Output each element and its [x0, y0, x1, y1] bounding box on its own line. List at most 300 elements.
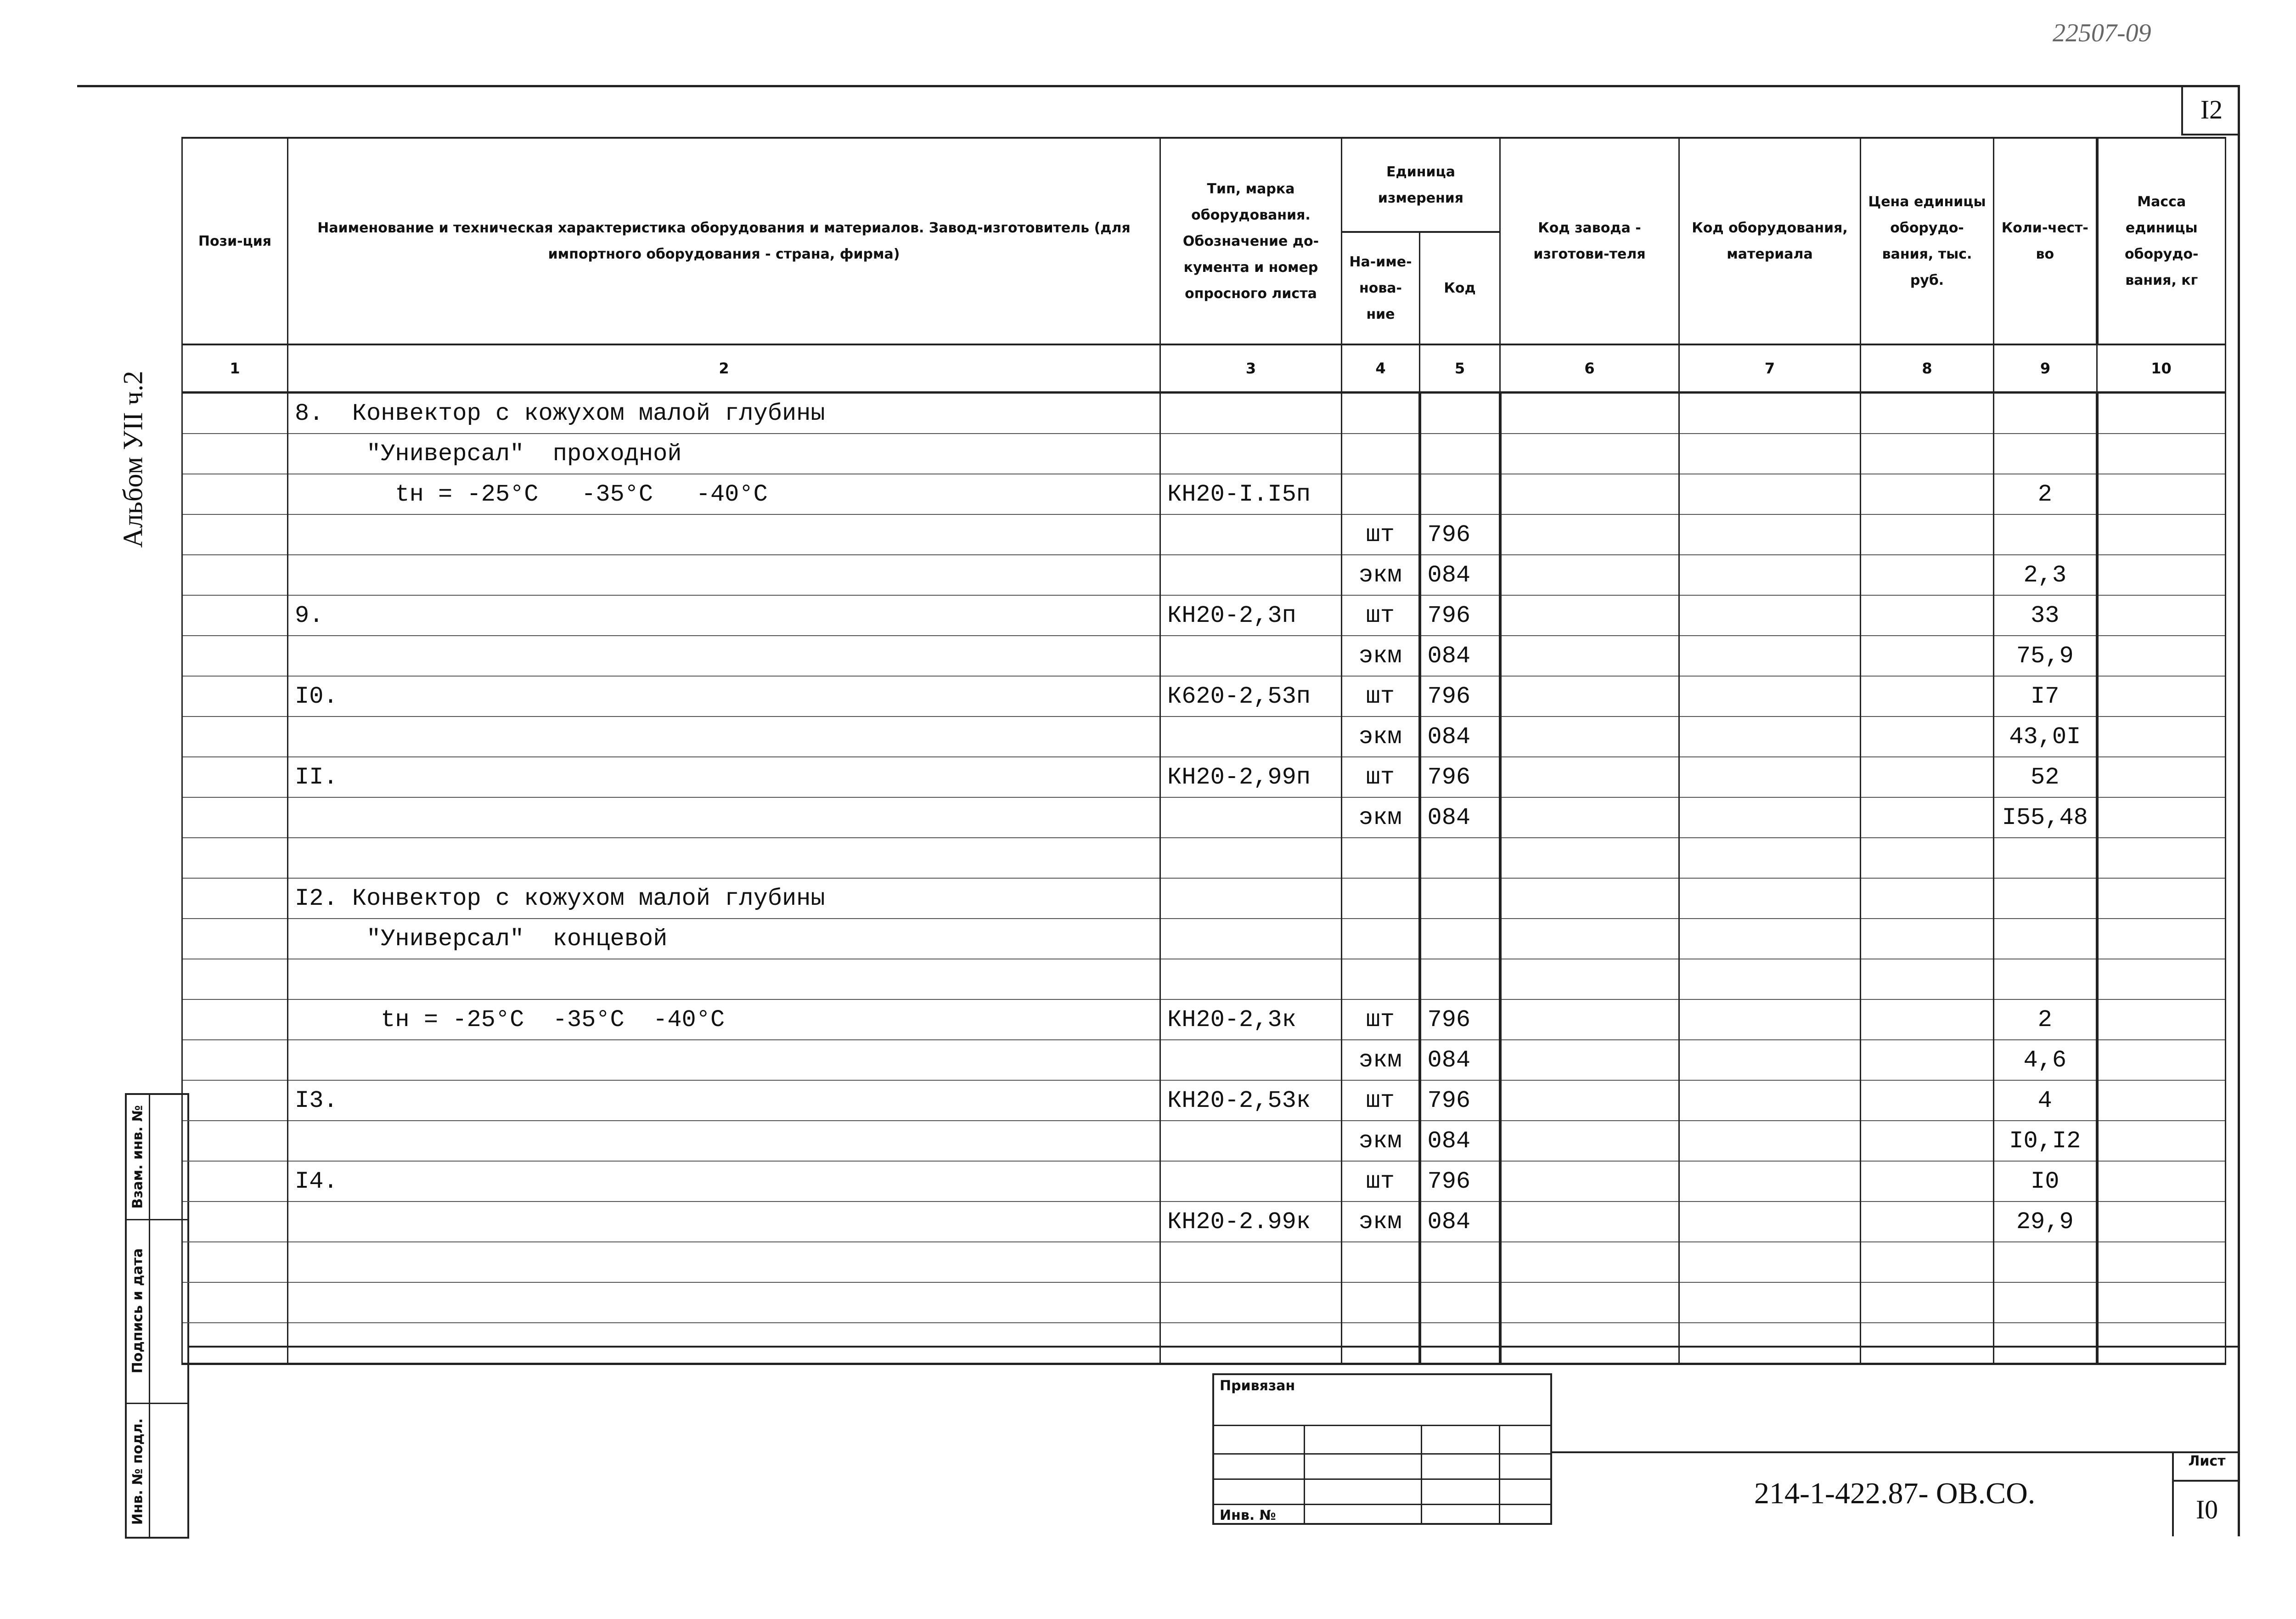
cell-code	[1420, 1282, 1500, 1323]
cell-type	[1160, 959, 1342, 999]
cell-type	[1160, 393, 1342, 434]
cell-empty	[1500, 1323, 1679, 1364]
cell-name	[288, 716, 1160, 757]
stamp-rule	[1499, 1425, 1500, 1523]
cell-unit	[1342, 959, 1420, 999]
col-number: 3	[1160, 344, 1342, 393]
cell-code: 796	[1420, 999, 1500, 1040]
album-label: Альбом УII ч.2	[118, 371, 148, 548]
cell-name	[288, 838, 1160, 878]
cell-qty: 43,0I	[1994, 716, 2097, 757]
col-number: 1	[182, 344, 288, 393]
document-archive-number: 22507-09	[2053, 19, 2151, 47]
cell-unit	[1342, 1282, 1420, 1323]
cell-code	[1420, 878, 1500, 919]
table-row	[182, 757, 2226, 797]
cell-qty: 2	[1994, 999, 2097, 1040]
col-header-unit-group: Единица измерения	[1342, 138, 1500, 232]
cell-type	[1160, 1121, 1342, 1161]
table-row	[182, 434, 2226, 474]
cell-qty	[1994, 838, 2097, 878]
sheet-box	[2172, 1451, 2240, 1536]
cell-unit	[1342, 838, 1420, 878]
cell-empty	[1861, 434, 1994, 474]
table-row	[182, 1323, 2226, 1364]
cell-code	[1420, 959, 1500, 999]
cell-unit: шт	[1342, 757, 1420, 797]
cell-empty	[1679, 474, 1861, 514]
cell-code	[1420, 1242, 1500, 1282]
cell-empty	[182, 1242, 288, 1282]
col-header-unit-code: Код	[1420, 232, 1500, 344]
cell-empty	[1679, 676, 1861, 716]
cell-empty	[2097, 1282, 2226, 1323]
cell-empty	[182, 1040, 288, 1080]
table-row	[182, 393, 2226, 434]
cell-empty	[1861, 1323, 1994, 1364]
cell-empty	[2097, 1040, 2226, 1080]
cell-unit	[1342, 1242, 1420, 1282]
cell-empty	[1500, 716, 1679, 757]
cell-empty	[1861, 555, 1994, 595]
cell-empty	[2097, 1242, 2226, 1282]
col-number: 7	[1679, 344, 1861, 393]
cell-empty	[2097, 434, 2226, 474]
sheet-number-top: I2	[2181, 85, 2240, 135]
cell-empty	[1679, 1202, 1861, 1242]
cell-empty	[2097, 1121, 2226, 1161]
margin-stamp-box	[125, 1093, 189, 1539]
inv-original-label: Инв. № подл.	[129, 1418, 146, 1525]
cell-qty	[1994, 514, 2097, 555]
cell-code: 796	[1420, 676, 1500, 716]
cell-type	[1160, 1040, 1342, 1080]
cell-qty	[1994, 919, 2097, 959]
cell-empty	[182, 999, 288, 1040]
cell-qty: 2	[1994, 474, 2097, 514]
cell-empty	[1500, 636, 1679, 676]
cell-qty: I55,48	[1994, 797, 2097, 838]
table-row	[182, 1282, 2226, 1323]
stamp-rule	[1304, 1425, 1305, 1523]
cell-empty	[182, 919, 288, 959]
cell-empty	[1500, 393, 1679, 434]
cell-empty	[1679, 1282, 1861, 1323]
cell-code: 796	[1420, 757, 1500, 797]
cell-empty	[1861, 1242, 1994, 1282]
cell-qty: 33	[1994, 595, 2097, 636]
cell-name	[288, 514, 1160, 555]
cell-unit: экм	[1342, 797, 1420, 838]
cell-qty: I0	[1994, 1161, 2097, 1202]
cell-unit: шт	[1342, 1080, 1420, 1121]
cell-type	[1160, 555, 1342, 595]
cell-empty	[2097, 636, 2226, 676]
document-code: 214-1-422.87- ОВ.СО.	[1754, 1477, 2036, 1510]
margin-divider	[127, 1219, 187, 1220]
cell-empty	[2097, 1080, 2226, 1121]
col-header-factory-code: Код завода - изготови-теля	[1500, 138, 1679, 344]
cell-type	[1160, 1323, 1342, 1364]
cell-type	[1160, 797, 1342, 838]
cell-name	[288, 555, 1160, 595]
col-header-unit-name: На-име-нова-ние	[1342, 232, 1420, 344]
cell-qty: 2,3	[1994, 555, 2097, 595]
table-row	[182, 1080, 2226, 1121]
cell-empty	[1500, 838, 1679, 878]
sheet-number: I0	[2195, 1495, 2218, 1524]
table-row	[182, 474, 2226, 514]
cell-empty	[2097, 999, 2226, 1040]
cell-type	[1160, 514, 1342, 555]
cell-qty: I0,I2	[1994, 1121, 2097, 1161]
cell-empty	[1679, 919, 1861, 959]
cell-type: КН20-2,3к	[1160, 999, 1342, 1040]
cell-name	[288, 959, 1160, 999]
cell-empty	[1861, 1040, 1994, 1080]
cell-empty	[1679, 999, 1861, 1040]
table-row	[182, 716, 2226, 757]
cell-empty	[1679, 838, 1861, 878]
cell-unit: экм	[1342, 1040, 1420, 1080]
bound-label: Привязан	[1220, 1378, 1295, 1394]
cell-name	[288, 1323, 1160, 1364]
inv-substitute-label: Взам. инв. №	[129, 1105, 146, 1209]
cell-unit: экм	[1342, 716, 1420, 757]
cell-type: К620-2,53п	[1160, 676, 1342, 716]
cell-name: 9.	[288, 595, 1160, 636]
cell-empty	[1500, 878, 1679, 919]
cell-name	[288, 1040, 1160, 1080]
col-number: 8	[1861, 344, 1994, 393]
cell-empty	[1679, 595, 1861, 636]
cell-empty	[1500, 919, 1679, 959]
cell-code: 796	[1420, 514, 1500, 555]
cell-empty	[1500, 1242, 1679, 1282]
cell-empty	[182, 959, 288, 999]
cell-empty	[1861, 959, 1994, 999]
cell-qty	[1994, 959, 2097, 999]
col-header-quantity: Коли-чест-во	[1994, 138, 2097, 344]
table-row	[182, 514, 2226, 555]
cell-empty	[1861, 676, 1994, 716]
cell-name: I2. Конвектор с кожухом малой глубины	[288, 878, 1160, 919]
cell-empty	[2097, 474, 2226, 514]
cell-qty	[1994, 434, 2097, 474]
cell-empty	[1500, 434, 1679, 474]
cell-empty	[2097, 716, 2226, 757]
inv-number-label: Инв. №	[1220, 1507, 1276, 1523]
cell-empty	[1500, 555, 1679, 595]
cell-unit	[1342, 878, 1420, 919]
cell-unit: шт	[1342, 676, 1420, 716]
cell-empty	[182, 1202, 288, 1242]
cell-empty	[1500, 999, 1679, 1040]
cell-empty	[1861, 393, 1994, 434]
table-row	[182, 555, 2226, 595]
cell-empty	[2097, 919, 2226, 959]
cell-empty	[1861, 878, 1994, 919]
cell-code	[1420, 434, 1500, 474]
cell-name: II.	[288, 757, 1160, 797]
cell-name: I3.	[288, 1080, 1160, 1121]
cell-empty	[1679, 1161, 1861, 1202]
cell-type	[1160, 1282, 1342, 1323]
cell-empty	[1679, 716, 1861, 757]
cell-empty	[1500, 959, 1679, 999]
cell-empty	[1500, 595, 1679, 636]
table-row	[182, 999, 2226, 1040]
table-row	[182, 1161, 2226, 1202]
cell-code	[1420, 474, 1500, 514]
cell-qty	[1994, 1242, 2097, 1282]
cell-empty	[1500, 757, 1679, 797]
table-row	[182, 1202, 2226, 1242]
col-header-name: Наименование и техническая характеристика оборудования и материалов. Завод-изготовитель (для импортного оборудования - страна, фирма)	[288, 138, 1160, 344]
cell-code	[1420, 919, 1500, 959]
cell-unit	[1342, 434, 1420, 474]
cell-empty	[2097, 797, 2226, 838]
cell-empty	[1500, 797, 1679, 838]
cell-empty	[2097, 514, 2226, 555]
cell-code: 796	[1420, 1161, 1500, 1202]
stamp-rule	[1421, 1425, 1422, 1523]
cell-empty	[1679, 393, 1861, 434]
col-number: 4	[1342, 344, 1420, 393]
cell-name	[288, 1121, 1160, 1161]
cell-empty	[1861, 1080, 1994, 1121]
cell-empty	[1861, 919, 1994, 959]
cell-empty	[182, 1282, 288, 1323]
cell-empty	[182, 757, 288, 797]
cell-empty	[1861, 1282, 1994, 1323]
cell-unit: шт	[1342, 1161, 1420, 1202]
cell-empty	[182, 393, 288, 434]
cell-unit: шт	[1342, 595, 1420, 636]
cell-empty	[1679, 1121, 1861, 1161]
cell-empty	[1500, 676, 1679, 716]
cell-empty	[1679, 636, 1861, 676]
cell-name	[288, 1202, 1160, 1242]
cell-empty	[1679, 1323, 1861, 1364]
cell-type: КН20-2,99п	[1160, 757, 1342, 797]
cell-empty	[2097, 959, 2226, 999]
cell-empty	[1861, 595, 1994, 636]
table-row	[182, 959, 2226, 999]
cell-qty: 52	[1994, 757, 2097, 797]
cell-unit	[1342, 1323, 1420, 1364]
cell-unit	[1342, 919, 1420, 959]
cell-empty	[182, 636, 288, 676]
cell-unit: шт	[1342, 999, 1420, 1040]
cell-unit: экм	[1342, 555, 1420, 595]
cell-empty	[2097, 1161, 2226, 1202]
margin-divider	[127, 1403, 187, 1404]
col-header-mass: Масса единицы оборудо-вания, кг	[2097, 138, 2226, 344]
cell-type: КН20-2,3п	[1160, 595, 1342, 636]
table-body	[182, 393, 2226, 1364]
cell-empty	[1679, 797, 1861, 838]
cell-name: tн = -25°C -35°C -40°C	[288, 474, 1160, 514]
cell-empty	[1679, 878, 1861, 919]
cell-empty	[1500, 1121, 1679, 1161]
cell-empty	[182, 797, 288, 838]
cell-unit: экм	[1342, 636, 1420, 676]
cell-empty	[182, 838, 288, 878]
cell-code: 084	[1420, 636, 1500, 676]
cell-unit	[1342, 474, 1420, 514]
cell-name: 8. Конвектор с кожухом малой глубины	[288, 393, 1160, 434]
table-row	[182, 1242, 2226, 1282]
cell-empty	[182, 1080, 288, 1121]
cell-unit	[1342, 393, 1420, 434]
cell-qty	[1994, 393, 2097, 434]
col-header-price: Цена единицы оборудо-вания, тыс. руб.	[1861, 138, 1994, 344]
cell-code: 084	[1420, 555, 1500, 595]
cell-code: 796	[1420, 595, 1500, 636]
table-row	[182, 676, 2226, 716]
cell-unit: экм	[1342, 1121, 1420, 1161]
cell-empty	[1679, 434, 1861, 474]
cell-empty	[2097, 555, 2226, 595]
cell-empty	[182, 514, 288, 555]
cell-empty	[1679, 757, 1861, 797]
table-row	[182, 797, 2226, 838]
cell-empty	[182, 1323, 288, 1364]
cell-empty	[2097, 393, 2226, 434]
col-number: 2	[288, 344, 1160, 393]
cell-name	[288, 797, 1160, 838]
cell-name	[288, 636, 1160, 676]
cell-empty	[1861, 1161, 1994, 1202]
table-bottom-rule	[189, 1346, 2240, 1348]
cell-type	[1160, 878, 1342, 919]
table-row	[182, 595, 2226, 636]
cell-empty	[2097, 676, 2226, 716]
cell-empty	[1500, 1040, 1679, 1080]
cell-name: tн = -25°C -35°C -40°C	[288, 999, 1160, 1040]
cell-qty: 4	[1994, 1080, 2097, 1121]
cell-code: 796	[1420, 1080, 1500, 1121]
cell-name: "Универсал" концевой	[288, 919, 1160, 959]
equipment-specification-table	[181, 137, 2226, 1365]
cell-empty	[182, 474, 288, 514]
cell-name: I0.	[288, 676, 1160, 716]
cell-type	[1160, 1161, 1342, 1202]
cell-empty	[182, 716, 288, 757]
cell-code	[1420, 393, 1500, 434]
cell-empty	[182, 1121, 288, 1161]
cell-empty	[2097, 1323, 2226, 1364]
cell-unit: экм	[1342, 1202, 1420, 1242]
cell-empty	[182, 676, 288, 716]
cell-empty	[182, 555, 288, 595]
cell-code: 084	[1420, 1202, 1500, 1242]
cell-empty	[1861, 757, 1994, 797]
cell-empty	[1500, 1282, 1679, 1323]
table-row	[182, 636, 2226, 676]
table-row	[182, 838, 2226, 878]
cell-qty	[1994, 1282, 2097, 1323]
cell-empty	[1861, 999, 1994, 1040]
cell-code: 084	[1420, 1040, 1500, 1080]
cell-empty	[1861, 1202, 1994, 1242]
cell-empty	[1500, 1161, 1679, 1202]
cell-name	[288, 1282, 1160, 1323]
cell-code: 084	[1420, 797, 1500, 838]
col-number: 10	[2097, 344, 2226, 393]
cell-empty	[182, 434, 288, 474]
cell-empty	[1861, 1121, 1994, 1161]
table-row	[182, 1121, 2226, 1161]
cell-empty	[1861, 797, 1994, 838]
cell-empty	[1861, 716, 1994, 757]
cell-type	[1160, 716, 1342, 757]
cell-type	[1160, 838, 1342, 878]
cell-empty	[2097, 757, 2226, 797]
cell-empty	[1679, 1040, 1861, 1080]
cell-qty	[1994, 878, 2097, 919]
cell-name: I4.	[288, 1161, 1160, 1202]
table-row	[182, 878, 2226, 919]
col-number: 9	[1994, 344, 2097, 393]
cell-type: КН20-I.I5п	[1160, 474, 1342, 514]
cell-unit: шт	[1342, 514, 1420, 555]
bound-stamp-block	[1212, 1373, 1552, 1525]
cell-empty	[1861, 838, 1994, 878]
cell-code: 084	[1420, 1121, 1500, 1161]
cell-qty: I7	[1994, 676, 2097, 716]
cell-code	[1420, 1323, 1500, 1364]
cell-name	[288, 1242, 1160, 1282]
cell-type	[1160, 636, 1342, 676]
cell-qty: 75,9	[1994, 636, 2097, 676]
col-header-type: Тип, марка оборудования. Обозначение до-кумента и номер опросного листа	[1160, 138, 1342, 344]
col-number: 6	[1500, 344, 1679, 393]
cell-empty	[1500, 1202, 1679, 1242]
col-header-equipment-code: Код оборудования, материала	[1679, 138, 1861, 344]
cell-code: 084	[1420, 716, 1500, 757]
cell-qty: 29,9	[1994, 1202, 2097, 1242]
cell-empty	[1679, 555, 1861, 595]
cell-empty	[1679, 959, 1861, 999]
col-number: 5	[1420, 344, 1500, 393]
cell-empty	[1861, 636, 1994, 676]
cell-empty	[1679, 1080, 1861, 1121]
signature-date-label: Подпись и дата	[129, 1248, 146, 1374]
cell-empty	[2097, 595, 2226, 636]
cell-type	[1160, 1242, 1342, 1282]
cell-qty: 4,6	[1994, 1040, 2097, 1080]
table-row	[182, 919, 2226, 959]
table-row	[182, 1040, 2226, 1080]
cell-type: КН20-2,53к	[1160, 1080, 1342, 1121]
cell-type	[1160, 919, 1342, 959]
cell-qty	[1994, 1323, 2097, 1364]
sheet-label: Лист	[2174, 1453, 2240, 1482]
cell-empty	[2097, 838, 2226, 878]
cell-empty	[1679, 1242, 1861, 1282]
cell-empty	[182, 595, 288, 636]
cell-type: КН20-2.99к	[1160, 1202, 1342, 1242]
cell-empty	[1500, 474, 1679, 514]
cell-empty	[182, 1161, 288, 1202]
cell-empty	[1861, 474, 1994, 514]
cell-empty	[1500, 1080, 1679, 1121]
cell-type	[1160, 434, 1342, 474]
cell-empty	[2097, 1202, 2226, 1242]
cell-name: "Универсал" проходной	[288, 434, 1160, 474]
